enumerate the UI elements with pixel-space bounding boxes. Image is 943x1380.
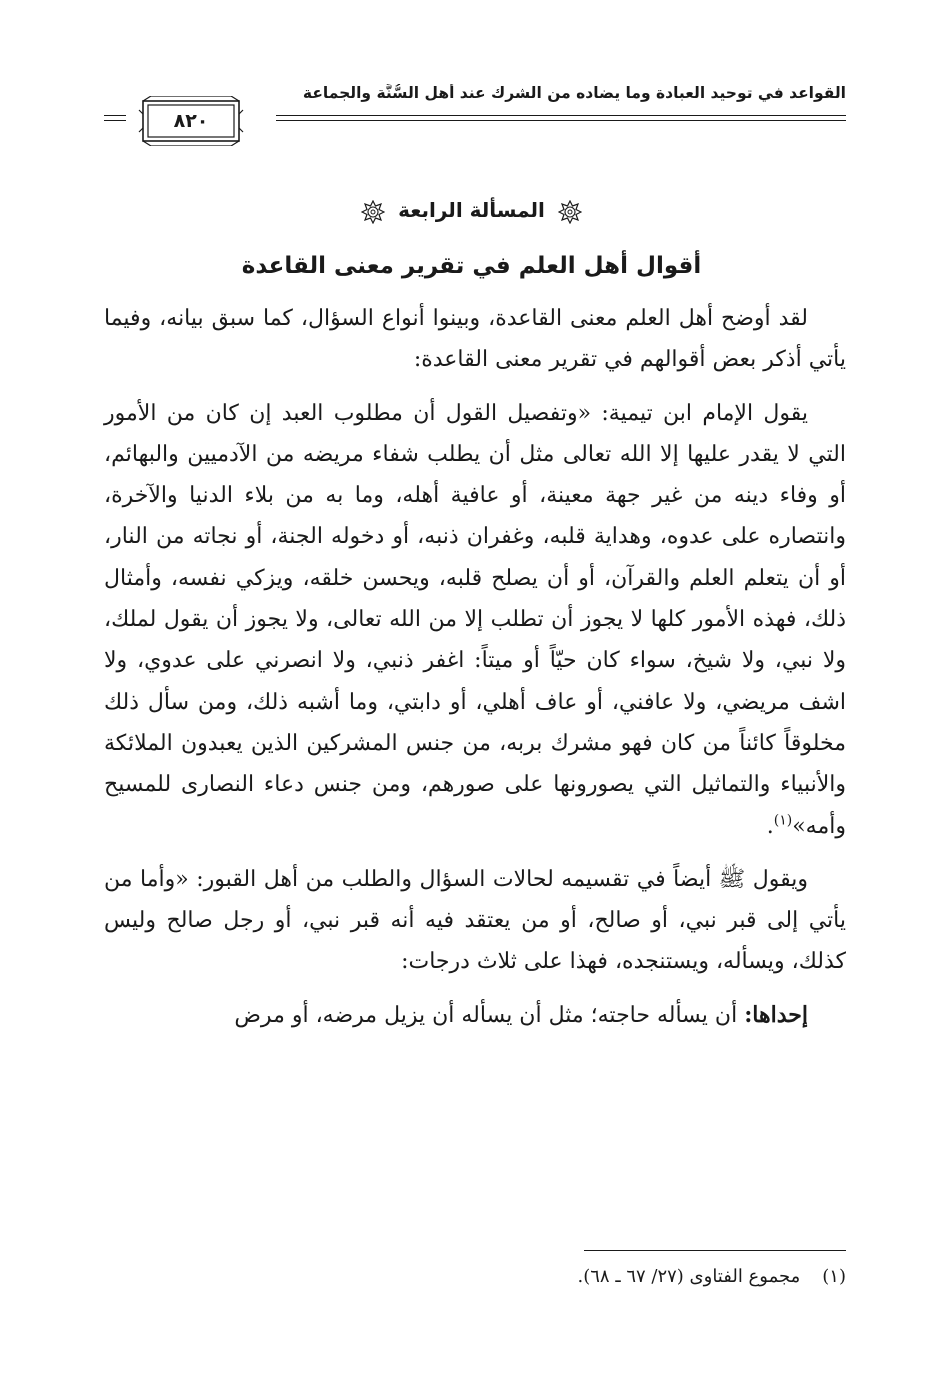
footnote (146, 1263, 846, 1291)
paragraph-intro: لقد أوضح أهل العلم معنى القاعدة، وبينوا أنواع السؤال، كما سبق بيانه، وفيما يأتي أذكر بعض أقوالهم في تقرير معنى القاعدة: (104, 306, 846, 373)
header-rule-bottom (276, 120, 846, 121)
main-title: أقوال أهل العلم في تقرير معنى القاعدة (241, 253, 702, 279)
footnote-reference[interactable]: (١) (773, 812, 793, 829)
body-text (104, 298, 846, 1036)
header-left-rule-top (104, 115, 126, 116)
section-heading-text: المسألة الرابعة (398, 198, 545, 222)
page-number-frame (129, 96, 253, 146)
paragraph-quote-ibn-taymiyya (104, 393, 846, 847)
paragraph-quote-end: . (766, 813, 774, 839)
paragraph-quote-text: يقول الإمام ابن تيمية: «وتفصيل القول أن مطلوب العبد إن كان من الأمور التي لا يقدر عليها إلا الله تعالى مثل أن يطلب شفاء مريضه من الآدميين والبهائم، أو وفاء دينه من غير جهة معينة، أو عافية أهله، وما به من بلاء الدنيا والآخرة، وانتصاره على عدوه، وهداية قلبه، وغفران ذنبه، أو دخوله الجنة، أو نجاته من النار، أو أن يتعلم العلم والقرآن، أو أن يصلح قلبه، ويحسن خلقه، ويزكي نفسه، وأمثال ذلك، فهذه الأمور كلها لا يجوز أن تطلب إلا من الله تعالى، ولا يجوز أن يقول لملك، ولا نبي، ولا شيخ، سواء كان حيّاً أو ميتاً: اغفر ذنبي، ولا انصرني على عدوي، ولا اشف مريضي، ولا عافني، أو عاف أهلي، أو دابتي، وما أشبه ذلك، ومن سأل ذلك مخلوقاً كائناً من كان فهو مشرك بربه، من جنس المشركين الذين يعبدون الملائكة والأنبياء والتماثيل التي يصورونها على صورهم، ومن جنس دعاء النصارى للمسيح وأمه» (104, 400, 846, 839)
footnote-text: مجموع الفتاوى (٢٧/ ٦٧ ـ ٦٨). (577, 1266, 801, 1287)
header-title: القواعد في توحيد العبادة وما يضاده من الشرك عند أهل السُّنَّة والجماعة (302, 84, 846, 102)
header-rule-top (276, 115, 846, 116)
paragraph-first-degree (104, 995, 846, 1036)
paragraph-graves-quote: ويقول ﷺ أيضاً في تقسيمه لحالات السؤال والطلب من أهل القبور: «وأما من يأتي إلى قبر نبي، أو صالح، أو من يعتقد فيه أنه قبر نبي، أو رجل صالح وليس كذلك، ويسأله، ويستنجده، فهذا على ثلاث درجات: (104, 866, 846, 975)
rosette-ornament-icon (558, 200, 582, 224)
rosette-ornament-icon (361, 200, 385, 224)
footnote-rule (584, 1250, 846, 1251)
header-left-rule-bottom (104, 120, 126, 121)
section-heading (0, 195, 943, 225)
footnote-number: (١) (822, 1266, 846, 1287)
paragraph-lead-word: إحداها: (744, 1001, 808, 1028)
running-header (104, 78, 846, 158)
paragraph-first-degree-text: أن يسأله حاجته؛ مثل أن يسأله أن يزيل مرضه، أو مرض (234, 1002, 745, 1028)
page-number: ٨٢٠ (173, 110, 209, 132)
